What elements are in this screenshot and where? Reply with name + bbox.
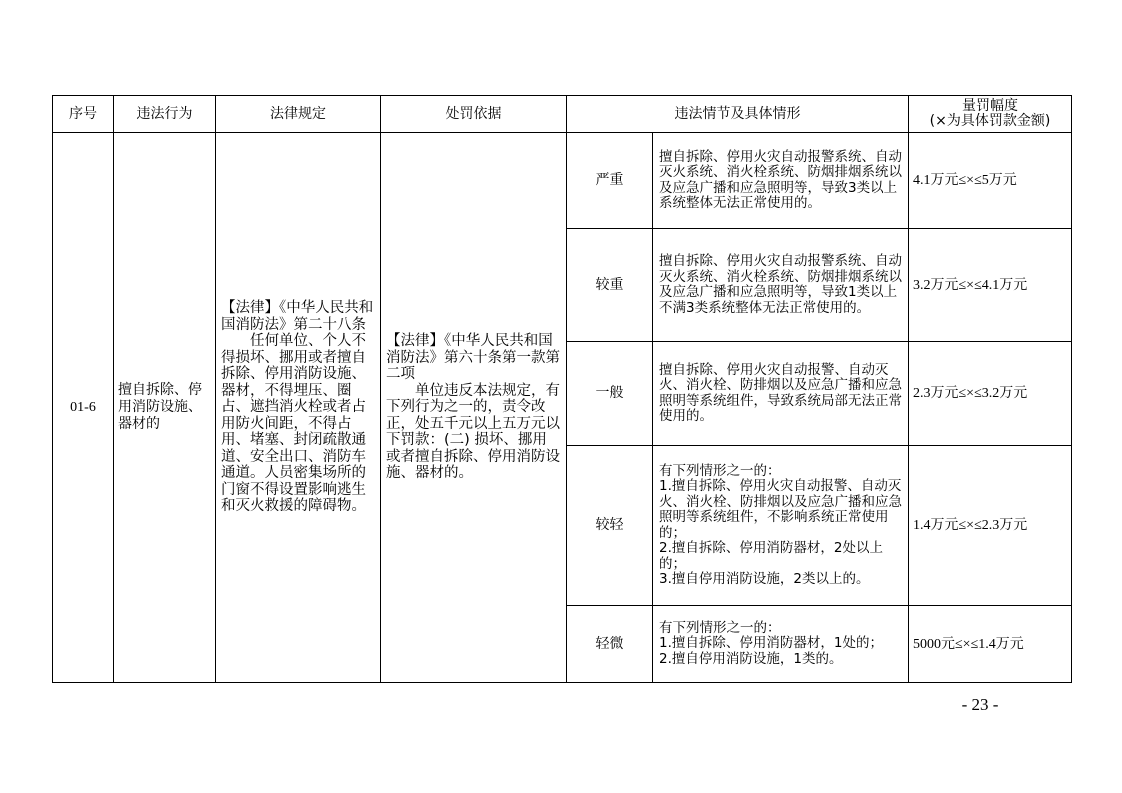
level-range: 2.3万元≤×≤3.2万元	[909, 342, 1072, 446]
level-range: 5000元≤×≤1.4万元	[909, 606, 1072, 683]
level-range: 3.2万元≤×≤4.1万元	[909, 229, 1072, 342]
description-line: 3.擅自停用消防设施，2类以上的。	[659, 571, 870, 587]
header-violation: 违法行为	[114, 96, 216, 133]
description-line: 有下列情形之一的：	[659, 462, 781, 479]
header-range-line2: (×为具体罚款金额)	[929, 113, 1051, 129]
row-basis	[381, 133, 567, 683]
level-name: 较轻	[567, 446, 653, 606]
row-violation: 擅自拆除、停用消防设施、器材的	[114, 133, 216, 683]
header-range	[909, 96, 1072, 133]
level-description	[653, 606, 909, 683]
header-basis: 处罚依据	[381, 96, 567, 133]
header-seq: 序号	[53, 96, 114, 133]
header-law: 法律规定	[216, 96, 381, 133]
basis-title: 【法律】《中华人民共和国消防法》第六十条第一款第二项	[386, 333, 560, 383]
level-range: 1.4万元≤×≤2.3万元	[909, 446, 1072, 606]
level-name: 严重	[567, 133, 653, 229]
level-description: 擅自拆除、停用火灾自动报警、自动灭火、消火栓、防排烟以及应急广播和应急照明等系统组件，导致系统局部无法正常使用的。	[653, 342, 909, 446]
level-description: 擅自拆除、停用火灾自动报警系统、自动灭火系统、消火栓系统、防烟排烟系统以及应急广播和应急照明等，导致1类以上不满3类系统整体无法正常使用的。	[653, 229, 909, 342]
header-row	[53, 96, 1072, 133]
level-name: 较重	[567, 229, 653, 342]
level-name: 一般	[567, 342, 653, 446]
row-seq: 01-6	[53, 133, 114, 683]
level-description: 擅自拆除、停用火灾自动报警系统、自动灭火系统、消火栓系统、防烟排烟系统以及应急广播和应急照明等，导致3类以上系统整体无法正常使用的。	[653, 133, 909, 229]
penalty-table	[52, 95, 1072, 683]
description-line: 2.擅自拆除、停用消防器材，2处以上的；	[659, 540, 883, 572]
level-description	[653, 446, 909, 606]
description-line: 2.擅自停用消防设施，1类的。	[659, 650, 843, 667]
description-line: 1.擅自拆除、停用火灾自动报警、自动灭火、消火栓、防排烟以及应急广播和应急照明等系统组件，不影响系统正常使用的；	[659, 478, 902, 541]
table-row	[53, 133, 1072, 229]
header-range-line1: 量罚幅度	[962, 98, 1018, 114]
basis-body: 单位违反本法规定，有下列行为之一的，责令改正，处五千元以上五万元以下罚款：(二) 损坏、挪用或者擅自拆除、停用消防设施、器材的。	[386, 382, 560, 482]
page-number: - 23 -	[961, 695, 999, 714]
level-name: 轻微	[567, 606, 653, 683]
description-line: 有下列情形之一的：	[659, 619, 781, 636]
description-line: 1.擅自拆除、停用消防器材，1处的；	[659, 635, 883, 652]
row-law	[216, 133, 381, 683]
law-body: 任何单位、个人不得损坏、挪用或者擅自拆除、停用消防设施、器材，不得埋压、圈占、遮挡消火栓或者占用防火间距，不得占用、堵塞、封闭疏散通道、安全出口、消防车通道。人员密集场所的门窗不得设置影响逃生和灭火救援的障碍物。	[221, 333, 366, 515]
law-title: 【法律】《中华人民共和国消防法》第二十八条	[221, 300, 374, 333]
header-circumstances: 违法情节及具体情形	[567, 96, 909, 133]
level-range: 4.1万元≤×≤5万元	[909, 133, 1072, 229]
